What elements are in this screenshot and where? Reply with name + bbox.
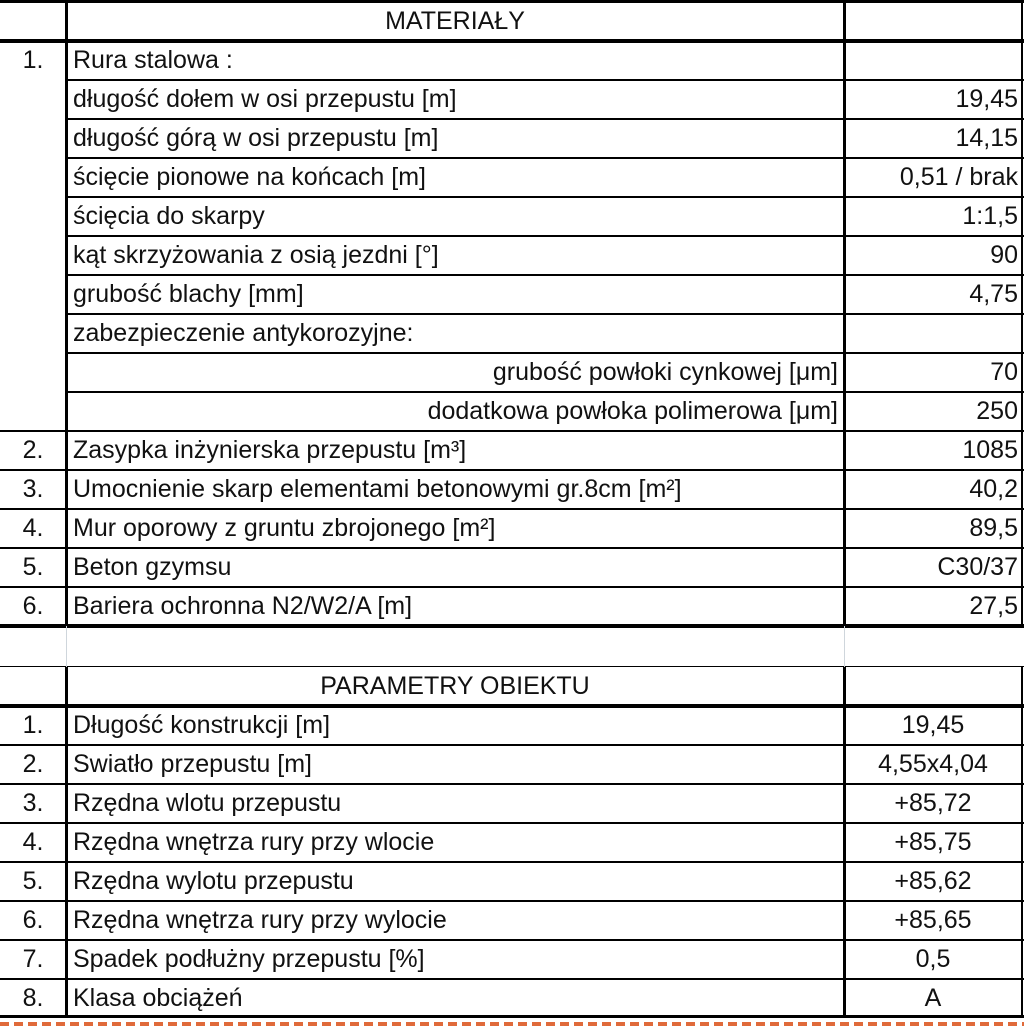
row-value[interactable]: 4,75 [969, 280, 1018, 308]
page-break-line [0, 1022, 1024, 1026]
horizontal-line [66, 313, 1024, 315]
horizontal-line [66, 352, 1024, 354]
horizontal-line [0, 861, 1024, 863]
table-row [0, 470, 1024, 509]
row-value[interactable]: 90 [990, 241, 1018, 269]
row-number[interactable]: 1. [22, 46, 44, 74]
materials-header-row [0, 2, 1024, 41]
table-row [0, 431, 1024, 470]
table-row [0, 509, 1024, 548]
table-row [0, 119, 1024, 158]
table-row [0, 41, 1024, 80]
row-description[interactable]: Klasa obciążeń [73, 984, 243, 1012]
row-number[interactable]: 7. [22, 945, 44, 973]
table-row [0, 901, 1024, 940]
horizontal-line [0, 0, 1024, 3]
row-value[interactable]: 89,5 [969, 514, 1018, 542]
parameters-header-row [0, 667, 1024, 706]
horizontal-line [0, 939, 1024, 941]
row-value[interactable]: 4,55x4,04 [878, 750, 988, 778]
horizontal-line [66, 391, 1024, 393]
gap-row-divider [66, 626, 67, 667]
table-row [0, 275, 1024, 314]
horizontal-line [0, 822, 1024, 824]
vertical-line [1021, 667, 1023, 1018]
row-value[interactable]: 27,5 [969, 592, 1018, 620]
row-value[interactable] [844, 314, 1022, 353]
horizontal-line [66, 235, 1024, 237]
row-number[interactable] [0, 197, 66, 236]
row-description[interactable]: kąt skrzyżowania z osią jezdni [°] [73, 241, 439, 269]
row-description[interactable]: długość górą w osi przepustu [m] [73, 124, 439, 152]
row-description[interactable]: Umocnienie skarp elementami betonowymi gr.8cm [m²] [73, 475, 682, 503]
table-row [0, 784, 1024, 823]
row-number[interactable] [0, 158, 66, 197]
row-description[interactable]: Zasypka inżynierska przepustu [m³] [73, 436, 467, 464]
table-row [0, 587, 1024, 626]
header-divider [0, 704, 1024, 708]
row-description[interactable]: Długość konstrukcji [m] [73, 711, 331, 739]
row-number[interactable] [0, 80, 66, 119]
horizontal-line [0, 508, 1024, 510]
row-number[interactable] [0, 314, 66, 353]
horizontal-line [66, 157, 1024, 159]
row-value[interactable]: +85,62 [894, 867, 972, 895]
table-row [0, 979, 1024, 1018]
horizontal-line [66, 118, 1024, 120]
gap-row-divider [844, 626, 845, 667]
horizontal-line [0, 586, 1024, 588]
row-value[interactable]: 1:1,5 [962, 202, 1018, 230]
row-description[interactable]: Beton gzymsu [73, 553, 232, 581]
gap-row-line [0, 666, 1024, 667]
table-row [0, 862, 1024, 901]
table-row [0, 823, 1024, 862]
section-bottom-line [0, 624, 1024, 628]
row-description[interactable]: Rzędna wnętrza rury przy wylocie [73, 906, 447, 934]
horizontal-line [0, 547, 1024, 549]
table-row [0, 236, 1024, 275]
horizontal-line [0, 783, 1024, 785]
row-number[interactable] [0, 353, 66, 392]
row-value[interactable]: 70 [990, 358, 1018, 386]
row-description[interactable]: Rura stalowa : [73, 46, 233, 74]
row-description[interactable]: Bariera ochronna N2/W2/A [m] [73, 592, 413, 620]
row-number[interactable]: 6. [22, 906, 44, 934]
row-description[interactable]: długość dołem w osi przepustu [m] [73, 85, 457, 113]
header-divider [0, 39, 1024, 43]
row-number[interactable] [0, 275, 66, 314]
horizontal-line [66, 79, 1024, 81]
row-number[interactable]: 6. [22, 592, 44, 620]
section-bottom-line [0, 1015, 1024, 1018]
table-row [0, 197, 1024, 236]
row-description[interactable]: grubość blachy [mm] [73, 280, 304, 308]
row-description[interactable]: dodatkowa powłoka polimerowa [μm] [427, 397, 838, 425]
row-number[interactable]: 2. [22, 436, 44, 464]
row-description[interactable]: Rzędna wnętrza rury przy wlocie [73, 828, 435, 856]
horizontal-line [0, 469, 1024, 471]
vertical-line [1021, 0, 1023, 626]
table-row [0, 745, 1024, 784]
row-value[interactable]: 40,2 [969, 475, 1018, 503]
row-value[interactable]: +85,72 [894, 789, 972, 817]
vertical-line [843, 667, 846, 1018]
row-number[interactable]: 1. [22, 711, 44, 739]
table-row [0, 80, 1024, 119]
row-number[interactable]: 2. [22, 750, 44, 778]
row-value[interactable]: A [924, 984, 942, 1012]
row-value[interactable]: 0,51 / brak [899, 163, 1018, 191]
row-number[interactable] [0, 2, 66, 41]
row-number[interactable]: 3. [22, 789, 44, 817]
row-value[interactable]: 14,15 [955, 124, 1018, 152]
row-value[interactable] [844, 41, 1022, 80]
row-value[interactable]: +85,65 [894, 906, 972, 934]
row-value[interactable]: 19,45 [901, 711, 965, 739]
row-number[interactable]: 5. [22, 553, 44, 581]
row-number[interactable]: 4. [22, 514, 44, 542]
row-description[interactable]: Spadek podłużny przepustu [%] [73, 945, 425, 973]
horizontal-line [0, 744, 1024, 746]
row-number[interactable]: 8. [22, 984, 44, 1012]
row-value[interactable]: +85,75 [894, 828, 972, 856]
table-row [0, 314, 1024, 353]
row-description[interactable]: PARAMETRY OBIEKTU [320, 672, 590, 700]
vertical-line [65, 667, 68, 1018]
table-row [0, 392, 1024, 431]
table-row [0, 353, 1024, 392]
row-number[interactable] [0, 392, 66, 431]
row-value[interactable]: 250 [976, 397, 1018, 425]
row-description[interactable]: Rzędna wylotu przepustu [73, 867, 354, 895]
row-number[interactable] [0, 667, 66, 706]
row-description[interactable]: ścięcia do skarpy [73, 202, 265, 230]
row-description[interactable]: Rzędna wlotu przepustu [73, 789, 342, 817]
horizontal-line [66, 274, 1024, 276]
row-value[interactable]: 1085 [962, 436, 1018, 464]
row-value[interactable]: C30/37 [937, 553, 1018, 581]
row-description[interactable]: Mur oporowy z gruntu zbrojonego [m²] [73, 514, 496, 542]
vertical-line [65, 0, 68, 626]
row-value[interactable]: 19,45 [955, 85, 1018, 113]
horizontal-line [0, 900, 1024, 902]
row-number[interactable]: 3. [22, 475, 44, 503]
row-value[interactable] [844, 667, 1022, 706]
row-description[interactable]: Swiatło przepustu [m] [73, 750, 312, 778]
horizontal-line [0, 430, 1024, 432]
row-number[interactable] [0, 236, 66, 275]
table-row [0, 548, 1024, 587]
row-number[interactable]: 5. [22, 867, 44, 895]
row-description[interactable]: MATERIAŁY [385, 7, 525, 35]
row-description[interactable]: ścięcie pionowe na końcach [m] [73, 163, 426, 191]
row-value[interactable] [844, 2, 1022, 41]
row-number[interactable] [0, 119, 66, 158]
table-row [0, 158, 1024, 197]
row-number[interactable]: 4. [22, 828, 44, 856]
horizontal-line [0, 978, 1024, 980]
table-row [0, 706, 1024, 745]
table-row [0, 940, 1024, 979]
row-description[interactable]: zabezpieczenie antykorozyjne: [73, 319, 414, 347]
row-value[interactable]: 0,5 [915, 945, 951, 973]
row-description[interactable]: grubość powłoki cynkowej [μm] [492, 358, 838, 386]
horizontal-line [66, 196, 1024, 198]
vertical-line [843, 0, 846, 626]
